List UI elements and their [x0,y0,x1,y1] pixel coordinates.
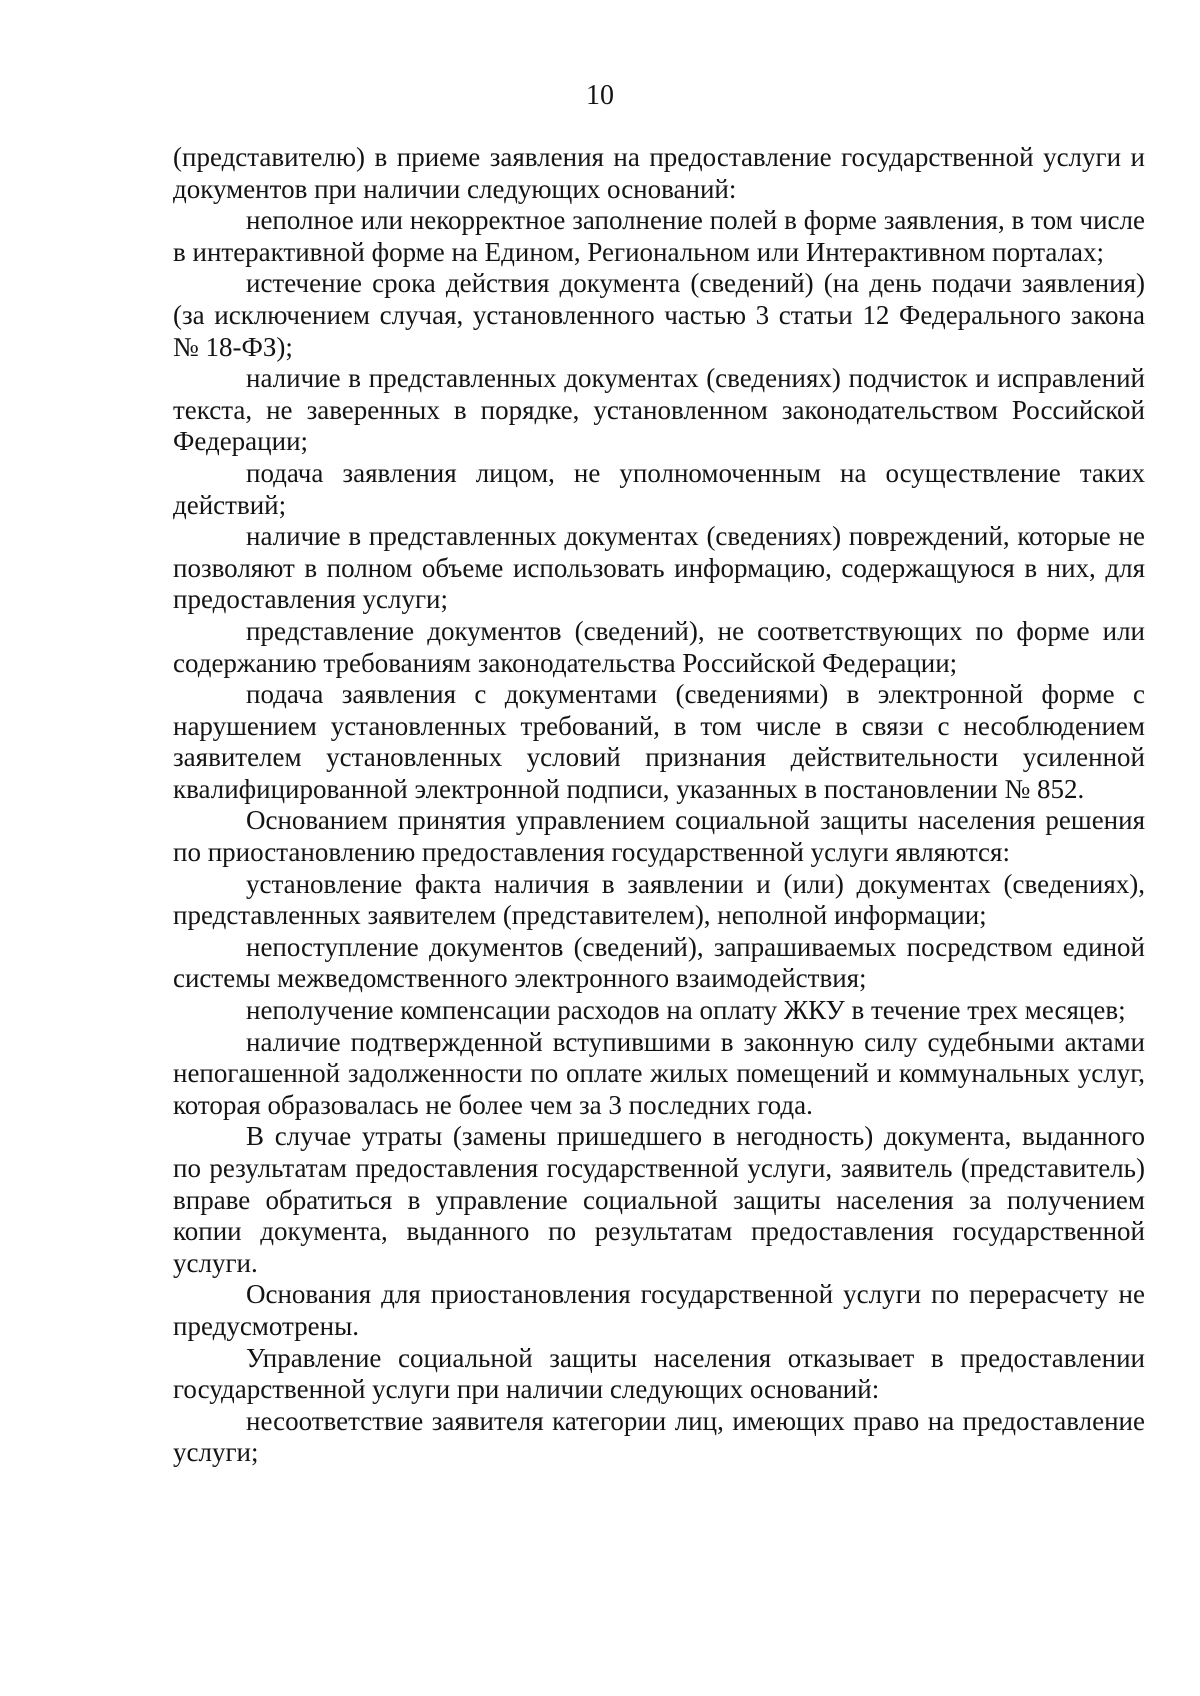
paragraph: представление документов (сведений), не соответствующих по форме или содержанию требованиям законодательства Российской Федерации; [173,615,1145,678]
paragraph: наличие подтвержденной вступившими в законную силу судебными актами непогашенной задолженности по оплате жилых помещений и коммунальных услуг, которая образовалась не более чем за 3 последних года. [173,1026,1145,1120]
paragraph: В случае утраты (замены пришедшего в негодность) документа, выданного по результатам предоставления государственной услуги, заявитель (представитель) вправе обратиться в управление социальной защиты населения за получением копии документа, выданного по результатам предоставления государственной услуги. [173,1121,1145,1278]
paragraph: Основания для приостановления государственной услуги по перерасчету не предусмотрены. [173,1279,1145,1341]
paragraph: неполное или некорректное заполнение полей в форме заявления, в том числе в интерактивной форме на Едином, Региональном или Интерактивном порталах; [173,205,1145,267]
paragraph: непоступление документов (сведений), запрашиваемых посредством единой системы межведомственного электронного взаимодействия; [173,931,1145,994]
paragraph: подача заявления лицом, не уполномоченным на осуществление таких действий; [173,457,1145,520]
body-text [173,142,1145,1469]
paragraph: наличие в представленных документах (сведениях) повреждений, которые не позволяют в полном объеме использовать информацию, содержащуюся в них, для предоставления услуги; [173,521,1145,615]
paragraph: установление факта наличия в заявлении и (или) документах (сведениях), представленных заявителем (представителем), неполной информации; [173,868,1145,931]
paragraph: несоответствие заявителя категории лиц, имеющих право на предоставление услуги; [173,1405,1145,1468]
paragraph: наличие в представленных документах (сведениях) подчисток и исправлений текста, не заверенных в порядке, установленном законодательством Российской Федерации; [173,363,1145,457]
paragraph: подача заявления с документами (сведениями) в электронной форме с нарушением установленных требований, в том числе в связи с несоблюдением заявителем установленных условий признания действительности усиленной квалифицированной электронной подписи, указанных в постановлении № 852. [173,679,1145,804]
paragraph: Основанием принятия управлением социальной защиты населения решения по приостановлению предоставления государственной услуги являются: [173,805,1145,868]
paragraph: неполучение компенсации расходов на оплату ЖКУ в течение трех месяцев; [246,995,1126,1026]
page-number: 10 [586,80,614,111]
paragraph: Управление социальной защиты населения отказывает в предоставлении государственной услуги при наличии следующих оснований: [173,1342,1145,1405]
paragraph: (представителю) в приеме заявления на предоставление государственной услуги и документов при наличии следующих оснований: [173,142,1145,204]
paragraph: истечение срока действия документа (сведений) (на день подачи заявления) (за исключением случая, установленного частью 3 статьи 12 Федерального закона № 18-ФЗ); [173,268,1145,362]
